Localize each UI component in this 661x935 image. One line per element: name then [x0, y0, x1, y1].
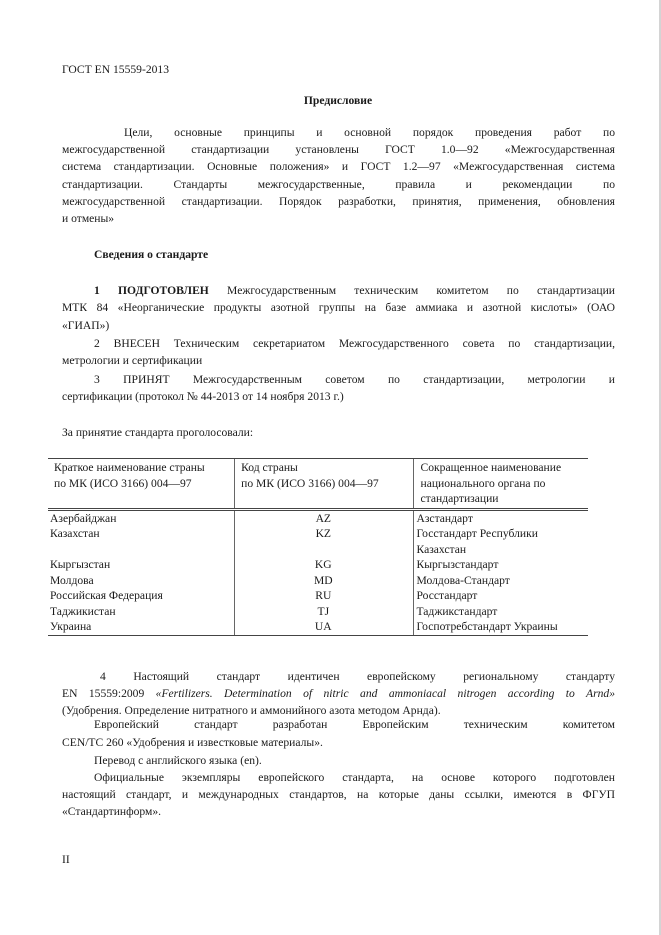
voted-label: За принятие стандарта проголосовали: — [62, 426, 254, 439]
national-body: Молдова-Стандарт — [414, 573, 588, 589]
country-name: Азербайджан — [50, 511, 117, 525]
table-row — [48, 573, 588, 589]
table-row — [48, 588, 588, 604]
european-standard-line2: CEN/TC 260 «Удобрения и известковые материалы». — [62, 736, 323, 749]
foreword-line: межгосударственной стандартизации. Порядок разработки, принятия, применения, обновления — [62, 195, 615, 208]
table-row — [48, 509, 588, 526]
item4-english-title: «Fertilizers. Determination of nitric and ammoniacal nitrogen according to Arnd» — [155, 687, 615, 700]
official-copies-line2: настоящий стандарт, и международных стандартов, на которые даны ссылки, имеются в ФГУП — [62, 788, 615, 801]
item3-line1: 3 ПРИНЯТ Межгосударственным советом по стандартизации, метрологии и — [94, 373, 615, 386]
table-row — [48, 604, 588, 620]
section-title-standard-info: Сведения о стандарте — [94, 248, 209, 261]
item4-line1: 4 Настоящий стандарт идентичен европейскому региональному стандарту — [100, 670, 615, 683]
table-row — [48, 557, 588, 573]
country-name: Таджикистан — [50, 604, 116, 618]
country-name: Российская Федерация — [50, 589, 163, 602]
item1-text: Межгосударственным техническим комитетом по стандартизации — [208, 284, 615, 297]
national-body: Госпотребстандарт Украины — [414, 619, 588, 635]
country-code: TJ — [235, 604, 414, 620]
header-national-body: Сокращенное наименование национального органа по стандартизации — [414, 459, 588, 510]
national-body: Азстандарт — [414, 509, 588, 526]
country-code: KG — [235, 557, 414, 573]
header-country-name: Краткое наименование страны по МК (ИСО 3166) 004—97 — [48, 459, 235, 510]
item4-line2 — [62, 685, 615, 703]
country-code: AZ — [235, 509, 414, 526]
header-country-code: Код страны по МК (ИСО 3166) 004—97 — [235, 459, 414, 510]
item1-line1 — [62, 282, 615, 300]
translation-note: Перевод с английского языка (en). — [94, 754, 262, 767]
foreword-line: стандартизации. Стандарты межгосударственные, правила и рекомендации по — [62, 178, 615, 191]
item1-line2: МТК 84 «Неорганические продукты азотной группы на базе аммиака и азотной кислоты» (ОАО — [62, 301, 615, 314]
item2-line2: метрологии и сертификации — [62, 354, 203, 367]
country-code: KZ — [235, 526, 414, 557]
country-name: Кыргызстан — [50, 558, 111, 571]
country-name: Украина — [48, 619, 235, 635]
country-name: Казахстан — [50, 527, 100, 540]
foreword-title: Предисловие — [303, 94, 373, 107]
official-copies-line1: Официальные экземпляры европейского стандарта, на основе которого подготовлен — [94, 771, 615, 784]
table-row — [48, 526, 588, 557]
national-body: Росстандарт — [414, 588, 588, 604]
countries-table — [48, 458, 588, 636]
item4-line3: (Удобрения. Определение нитратного и аммонийного азота методом Арнда). — [62, 704, 441, 717]
document-id: ГОСТ EN 15559-2013 — [62, 63, 170, 76]
table-row — [48, 619, 588, 635]
foreword-line: Цели, основные принципы и основной порядок проведения работ по — [124, 126, 615, 139]
table-header-row — [48, 459, 588, 510]
national-body: Таджикстандарт — [414, 604, 588, 620]
item1-bold-label: 1 ПОДГОТОВЛЕН — [94, 284, 209, 297]
item1-line3: «ГИАП») — [62, 319, 110, 332]
country-code: RU — [235, 588, 414, 604]
official-copies-line3: «Стандартинформ». — [62, 805, 162, 818]
foreword-line: система стандартизации. Основные положения» и ГОСТ 1.2—97 «Межгосударственная система — [62, 160, 615, 173]
european-standard-line1: Европейский стандарт разработан Европейским техническим комитетом — [94, 718, 615, 731]
item4-standard-number: EN 15559:2009 — [62, 687, 156, 700]
country-name: Молдова — [50, 573, 94, 587]
item2-line1: 2 ВНЕСЕН Техническим секретариатом Межгосударственного совета по стандартизации, — [94, 337, 615, 350]
foreword-line: межгосударственной стандартизации установлены ГОСТ 1.0—92 «Межгосударственная — [62, 143, 615, 156]
national-body: Кыргызстандарт — [414, 557, 588, 573]
national-body: Госстандарт Республики Казахстан — [414, 526, 588, 557]
country-code: MD — [235, 573, 414, 589]
item3-line2: сертификации (протокол № 44-2013 от 14 ноября 2013 г.) — [62, 390, 344, 403]
foreword-line: и отмены» — [62, 212, 115, 225]
country-code: UA — [235, 619, 414, 635]
page-number: II — [62, 853, 70, 866]
